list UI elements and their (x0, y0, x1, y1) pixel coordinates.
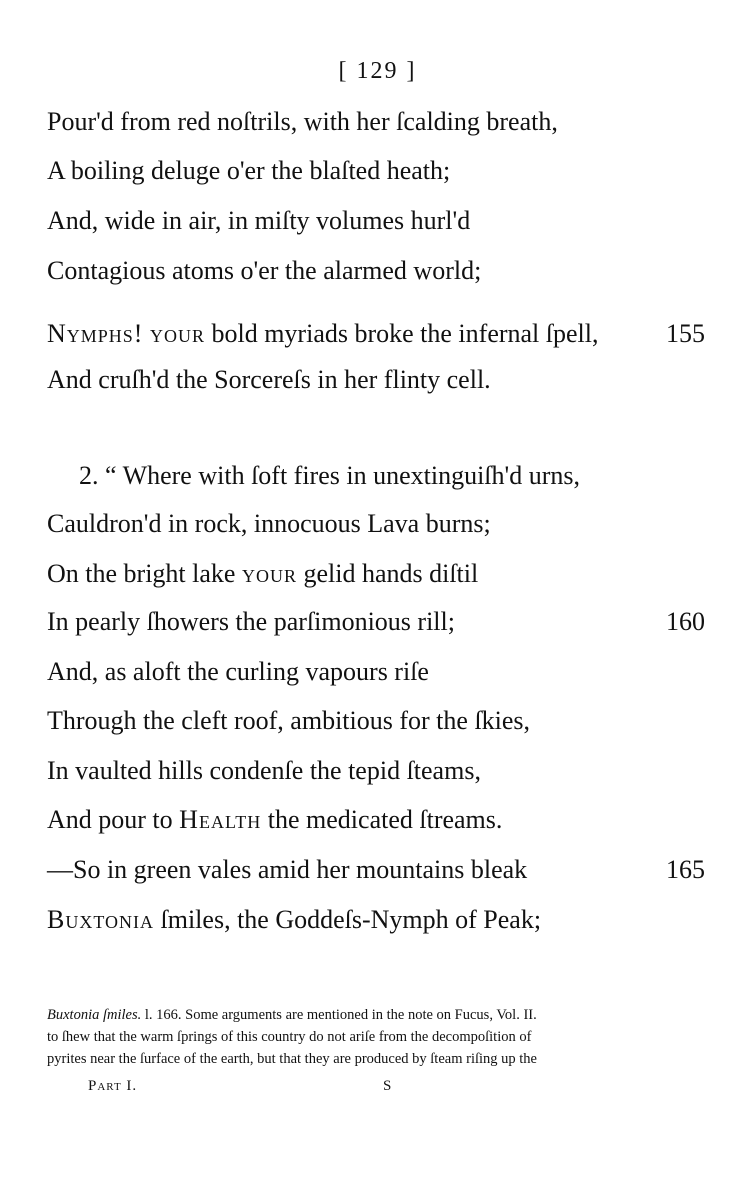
footnote-line (47, 1004, 703, 1026)
poem-line: Contagious atoms o'er the alarmed world; (47, 256, 482, 285)
footnote-line: to ſhew that the warm ſprings of this country do not ariſe from the decompoſition of (47, 1029, 532, 1045)
footnote-line: pyrites near the ſurface of the earth, but that they are produced by ſteam riſing up the (47, 1051, 537, 1067)
poem-line: In vaulted hills condenſe the tepid ſteams, (47, 756, 481, 785)
poem-line-165 (47, 854, 705, 886)
line-number: 160 (666, 607, 705, 636)
line-number: 165 (666, 855, 705, 884)
line-text: And pour to (47, 805, 173, 834)
poem-line: And cruſh'd the Sorcereſs in her flinty cell. (47, 365, 491, 394)
footnote-text: l. 166. Some arguments are mentioned in the note on Fucus, Vol. II. (144, 1007, 537, 1023)
poem-line: Pour'd from red noſtrils, with her ſcalding breath, (47, 107, 558, 136)
poem-line: And, wide in air, in miſty volumes hurl'd (47, 206, 471, 235)
line-text: In pearly ſhowers the parſimonious rill; (47, 607, 455, 636)
footnote-reference: Buxtonia ſmiles. (47, 1007, 142, 1023)
poem-line: Cauldron'd in rock, innocuous Lava burns; (47, 509, 491, 538)
poem-line: A boiling deluge o'er the blaſted heath; (47, 156, 451, 185)
line-text: bold myriads broke the infernal ſpell, (211, 319, 599, 348)
poem-line-155 (47, 318, 705, 350)
poem-line-159 (47, 558, 705, 590)
line-text: On the bright lake (47, 559, 236, 588)
poem-line-166 (47, 904, 705, 936)
poem-line: Through the cleft roof, ambitious for the ſkies, (47, 706, 531, 735)
line-text: —So in green vales amid her mountains bleak (47, 855, 528, 884)
poem-line-164 (47, 804, 705, 836)
page-number-header: [ 129 ] (338, 58, 417, 84)
line-text: the medicated ſtreams. (267, 805, 503, 834)
part-label: Part I. (88, 1078, 138, 1094)
line-text: gelid hands diſtil (303, 559, 479, 588)
poem-line-stanza-start: 2. “ Where with ſoft fires in unextinguiſh'd urns, (79, 461, 580, 490)
health-word: Health (179, 805, 262, 834)
line-number: 155 (666, 319, 705, 348)
line-text: ſmiles, the Goddeſs-Nymph of Peak; (160, 905, 542, 934)
nymphs-word: Nymphs! (47, 319, 144, 348)
your-word: your (149, 319, 205, 348)
page-footer (88, 1078, 755, 1095)
poem-line-160 (47, 606, 705, 638)
footnote (47, 1004, 703, 1070)
poem-line: And, as aloft the curling vapours riſe (47, 657, 429, 686)
signature-mark: S (383, 1078, 392, 1094)
buxtonia-word: Buxtonia (47, 905, 155, 934)
your-word: your (241, 559, 297, 588)
